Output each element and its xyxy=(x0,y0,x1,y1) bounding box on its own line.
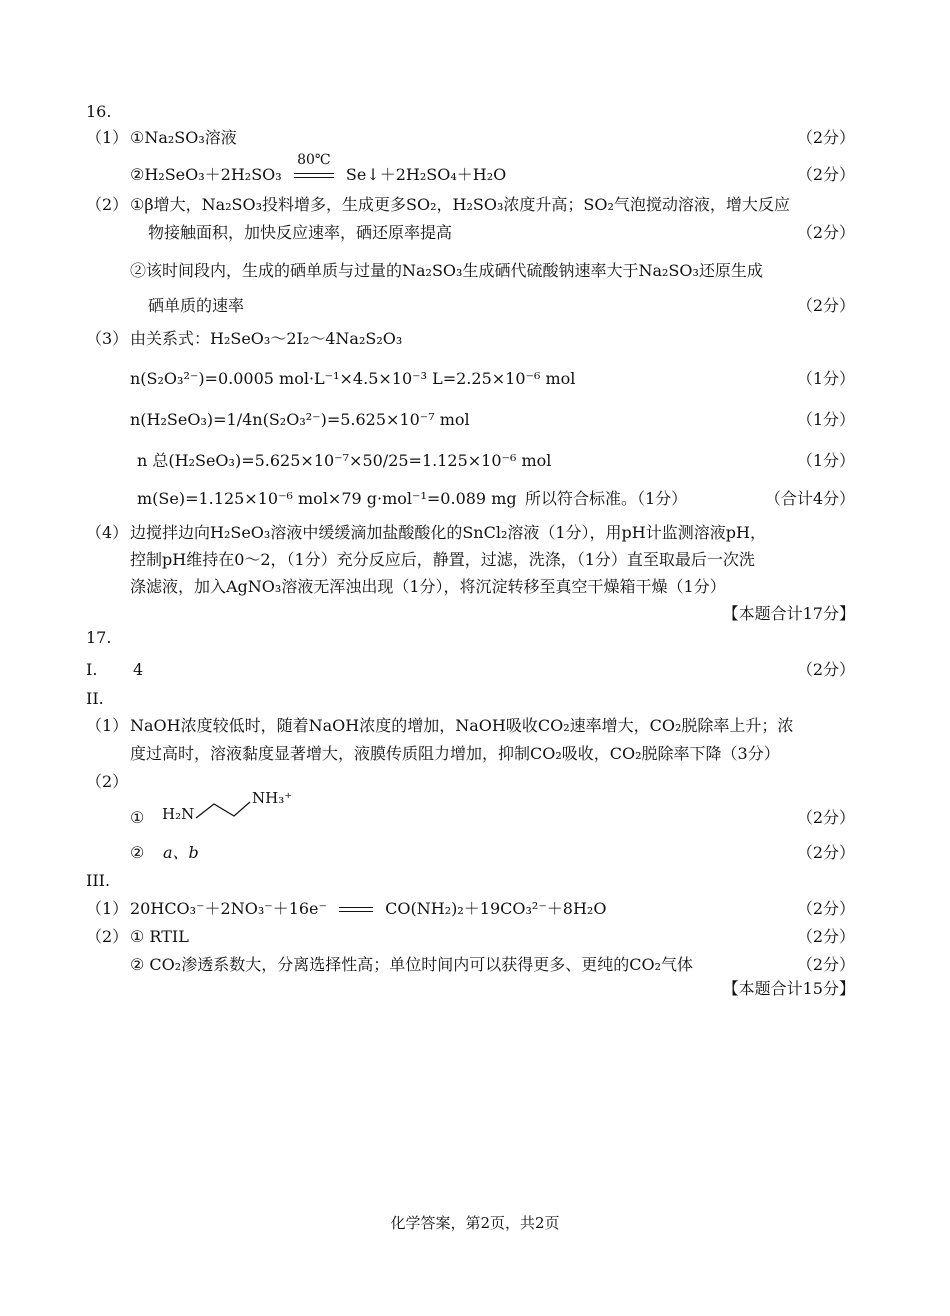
answer-line: 度过高时，溶液黏度显著增大，液膜传质阻力增加，抑制CO₂吸收，CO₂脱除率下降（3分） xyxy=(130,744,780,763)
score-label: （2分） xyxy=(796,296,855,315)
score-label: （2分） xyxy=(796,660,855,679)
equation-line xyxy=(130,899,606,919)
answer-value: 4 xyxy=(133,660,144,679)
part-index: （2） xyxy=(86,927,129,946)
answer-line: 涤滤液，加入AgNO₃溶液无浑浊出现（1分），将沉淀转移至真空干燥箱干燥（1分） xyxy=(130,577,726,596)
answer-value: a、b xyxy=(163,843,199,862)
carbon-chain-icon xyxy=(194,794,254,824)
answer-line: ② CO₂渗透系数大，分离选择性高；单位时间内可以获得更多、更纯的CO₂气体 xyxy=(130,955,693,974)
question-number: 16. xyxy=(86,102,112,121)
equals-sign xyxy=(336,899,376,919)
answer-line: ① RTIL xyxy=(130,927,189,946)
question-number: 17. xyxy=(86,628,112,647)
answer-line: 硒单质的速率 xyxy=(148,296,245,315)
equation-right: CO(NH₂)₂＋19CO₃²⁻＋8H₂O xyxy=(385,899,607,918)
answer-line: NaOH浓度较低时，随着NaOH浓度的增加，NaOH吸收CO₂速率增大，CO₂脱除率上升；浓 xyxy=(130,716,794,735)
part-index: （2） xyxy=(86,772,129,791)
section-label: III. xyxy=(86,871,111,890)
score-label: （2分） xyxy=(796,808,855,827)
formula-ammonium-group: NH₃⁺ xyxy=(252,789,293,807)
choice-marker: ② xyxy=(130,843,145,862)
calc-line: n(H₂SeO₃)=1/4n(S₂O₃²⁻)=5.625×10⁻⁷ mol xyxy=(130,410,470,429)
calc-line: m(Se)=1.125×10⁻⁶ mol×79 g·mol⁻¹=0.089 mg xyxy=(137,489,517,508)
part-index: （1） xyxy=(86,899,129,918)
part-index: （3） xyxy=(86,329,129,348)
score-label: （2分） xyxy=(796,899,855,918)
part-index: （1） xyxy=(86,128,129,147)
answer-line: 边搅拌边向H₂SeO₃溶液中缓缓滴加盐酸酸化的SnCl₂溶液（1分），用pH计监测溶液pH， xyxy=(130,523,766,542)
structural-formula xyxy=(160,786,300,828)
calc-line: n 总(H₂SeO₃)=5.625×10⁻⁷×50/25=1.125×10⁻⁶ mol xyxy=(137,451,552,470)
score-label: （2分） xyxy=(796,165,855,184)
equals-arrow xyxy=(294,173,334,178)
section-label: I. xyxy=(86,660,98,679)
equation-left: ②H₂SeO₃＋2H₂SO₃ xyxy=(130,165,282,184)
conclusion-text: 所以符合标准。（1分） xyxy=(525,489,688,508)
part-index: （2） xyxy=(86,195,129,214)
question-total: 【本题合计15分】 xyxy=(722,979,855,998)
score-label: （1分） xyxy=(796,451,855,470)
part-index: （1） xyxy=(86,716,129,735)
reaction-condition xyxy=(291,152,337,185)
equals-arrow xyxy=(339,907,373,912)
question-total: 【本题合计17分】 xyxy=(722,604,855,623)
score-label: （1分） xyxy=(796,369,855,388)
section-label: II. xyxy=(86,689,104,708)
equation-left: 20HCO₃⁻＋2NO₃⁻＋16e⁻ xyxy=(130,899,327,918)
equation-line xyxy=(130,152,507,185)
answer-line: ①β增大，Na₂SO₃投料增多，生成更多SO₂，H₂SO₃浓度升高；SO₂气泡搅动溶液，增大反应 xyxy=(130,195,790,214)
part-index: （4） xyxy=(86,523,129,542)
condition-temperature: 80℃ xyxy=(297,152,331,168)
score-label: （1分） xyxy=(796,410,855,429)
score-label: （2分） xyxy=(796,955,855,974)
score-label: （2分） xyxy=(796,843,855,862)
score-label: （2分） xyxy=(796,927,855,946)
answer-line: 控制pH维持在0～2，（1分）充分反应后，静置，过滤，洗涤，（1分）直至取最后一次洗 xyxy=(130,550,755,569)
score-label: （2分） xyxy=(796,128,855,147)
answer-line: ②该时间段内，生成的硒单质与过量的Na₂SO₃生成硒代硫酸钠速率大于Na₂SO₃还原生成 xyxy=(130,261,763,280)
calc-line: n(S₂O₃²⁻)=0.0005 mol·L⁻¹×4.5×10⁻³ L=2.25×10⁻⁶ mol xyxy=(130,369,576,388)
answer-line: ①Na₂SO₃溶液 xyxy=(130,128,237,147)
choice-marker: ① xyxy=(130,808,145,827)
formula-amine-group: H₂N xyxy=(162,805,195,823)
equation-right: Se↓＋2H₂SO₄＋H₂O xyxy=(345,165,507,184)
score-label: （2分） xyxy=(796,223,855,242)
answer-line: 物接触面积，加快反应速率，硒还原率提高 xyxy=(148,223,453,242)
page-footer: 化学答案，第2页，共2页 xyxy=(390,1214,560,1232)
score-label: （合计4分） xyxy=(764,489,855,508)
answer-line: 由关系式：H₂SeO₃～2I₂～4Na₂S₂O₃ xyxy=(130,329,403,348)
